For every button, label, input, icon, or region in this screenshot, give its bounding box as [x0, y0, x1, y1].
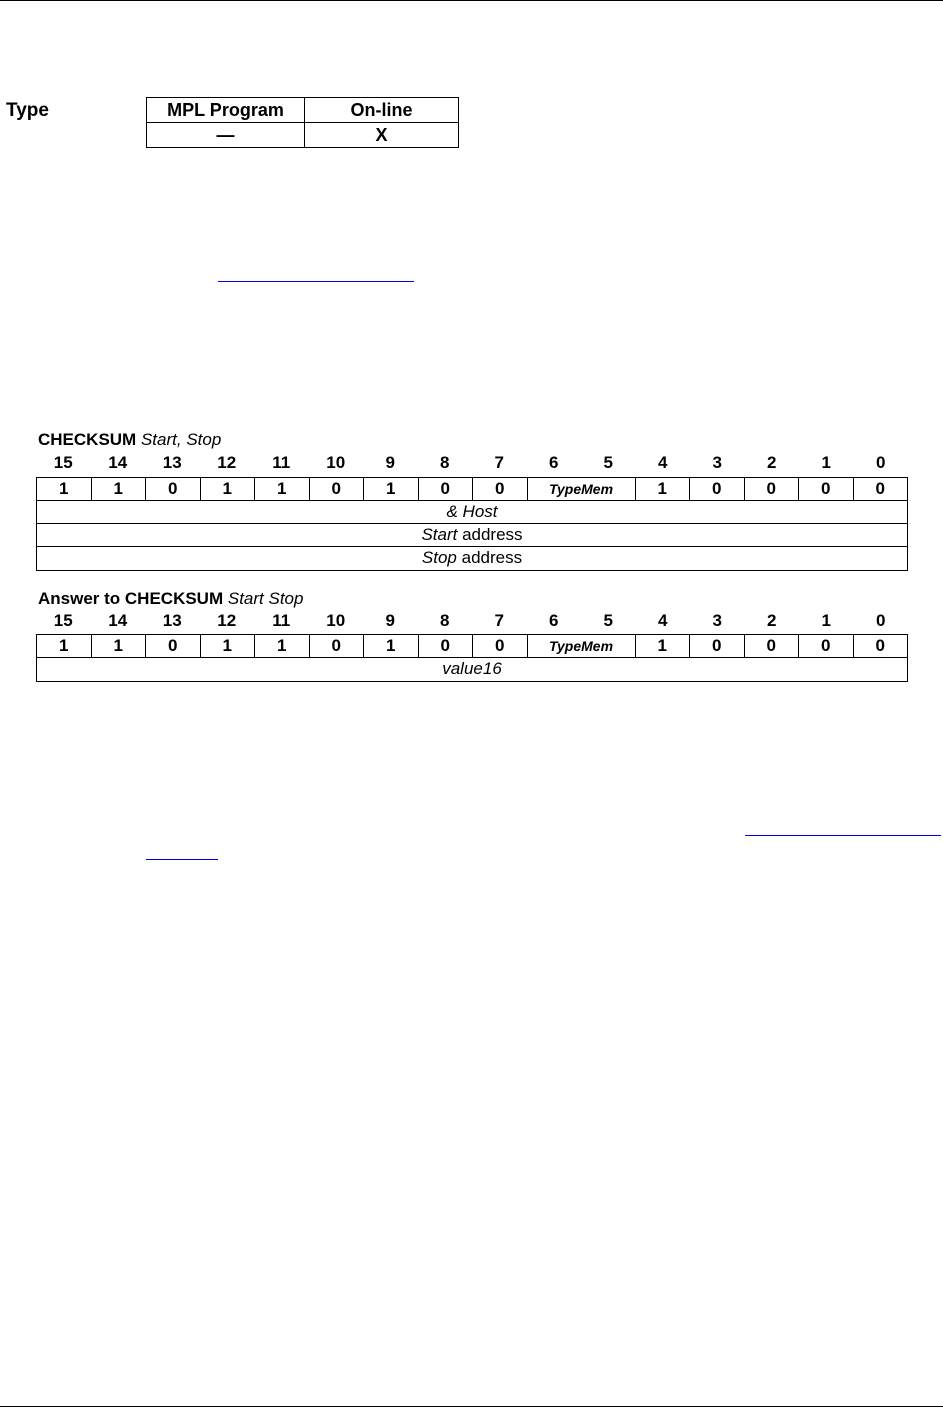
start-address-field — [37, 524, 907, 546]
bit-cell: 0 — [473, 478, 528, 500]
bit-number: 12 — [217, 453, 237, 472]
bit-cell: 0 — [799, 478, 854, 500]
command-caption — [38, 430, 221, 450]
bit-cell: 1 — [636, 635, 691, 657]
bit-cell: 0 — [745, 478, 800, 500]
bit-cell: 1 — [92, 478, 147, 500]
bit-cell: 0 — [310, 635, 365, 657]
bit-number: 5 — [603, 611, 613, 630]
bit-number: 15 — [53, 611, 73, 630]
bit-number: 9 — [385, 611, 395, 630]
value16-text: value16 — [442, 659, 502, 678]
bit-number: 10 — [326, 611, 346, 630]
command-word3 — [37, 524, 907, 547]
bit-number: 8 — [440, 453, 450, 472]
stop-address-rest: address — [456, 548, 523, 567]
bit-number: 5 — [603, 453, 613, 472]
bit-number: 13 — [162, 453, 182, 472]
top-rule — [0, 0, 943, 1]
bit-number: 10 — [326, 453, 346, 472]
typemem-cell: TypeMem — [528, 478, 636, 500]
answer-caption — [38, 589, 303, 609]
bit-cell: 1 — [37, 478, 92, 500]
answer-name: Answer to CHECKSUM — [38, 589, 224, 608]
bit-number: 13 — [162, 611, 182, 630]
typemem-cell: TypeMem — [528, 635, 636, 657]
bit-number: 2 — [767, 611, 777, 630]
hyperlink-underline-1[interactable] — [218, 281, 414, 282]
bit-cell: 1 — [636, 478, 691, 500]
command-word4 — [37, 547, 907, 570]
bit-number: 2 — [767, 453, 777, 472]
bit-number: 12 — [217, 611, 237, 630]
bit-cell: 0 — [690, 635, 745, 657]
bit-cell: 1 — [364, 478, 419, 500]
bit-cell: 0 — [473, 635, 528, 657]
type-value-mpl: — — [147, 123, 305, 148]
bit-number: 1 — [821, 611, 831, 630]
hyperlink-underline-2[interactable] — [745, 835, 941, 836]
bit-cell: 1 — [255, 635, 310, 657]
bit-number: 3 — [712, 611, 722, 630]
type-label: Type — [6, 100, 49, 121]
bit-cell: 1 — [201, 478, 256, 500]
bit-cell: 1 — [201, 635, 256, 657]
command-word1 — [37, 478, 907, 501]
start-address-rest: address — [457, 525, 523, 544]
bit-number: 7 — [494, 453, 504, 472]
bit-number: 15 — [53, 453, 73, 472]
bit-cell: 0 — [799, 635, 854, 657]
bit-cell: 1 — [92, 635, 147, 657]
bit-number: 4 — [658, 453, 668, 472]
answer-word1 — [37, 635, 907, 658]
bit-number: 0 — [876, 453, 886, 472]
command-bit-numbers — [36, 453, 908, 473]
type-value-online: X — [305, 123, 459, 148]
command-name: CHECKSUM — [38, 430, 137, 449]
answer-frame — [36, 634, 908, 682]
bit-cell: 0 — [690, 478, 745, 500]
host-field-text: & Host — [446, 502, 498, 521]
bit-number: 14 — [108, 611, 128, 630]
answer-bit-numbers — [36, 611, 908, 631]
bottom-rule — [0, 1406, 943, 1407]
type-header-mpl: MPL Program — [147, 98, 305, 123]
bit-number: 7 — [494, 611, 504, 630]
bit-number: 14 — [108, 453, 128, 472]
host-field — [37, 501, 907, 523]
bit-number: 11 — [272, 453, 291, 472]
answer-params: Start Stop — [227, 589, 304, 608]
answer-word2 — [37, 658, 907, 681]
bit-number: 6 — [549, 611, 559, 630]
bit-cell: 0 — [146, 478, 201, 500]
bit-number: 3 — [712, 453, 722, 472]
bit-number: 4 — [658, 611, 668, 630]
bit-cell: 1 — [364, 635, 419, 657]
bit-number: 8 — [440, 611, 450, 630]
type-table — [146, 97, 459, 148]
hyperlink-underline-3[interactable] — [146, 859, 218, 860]
bit-cell: 0 — [419, 635, 474, 657]
bit-cell: 1 — [255, 478, 310, 500]
command-params: Start, Stop — [140, 430, 222, 449]
command-frame — [36, 477, 908, 571]
stop-address-italic: Stop — [421, 548, 457, 567]
bit-cell: 0 — [875, 636, 885, 655]
bit-cell: 0 — [875, 479, 885, 498]
type-header-online: On-line — [305, 98, 459, 123]
stop-address-field — [37, 547, 907, 570]
bit-cell: 0 — [310, 478, 365, 500]
bit-number: 0 — [876, 611, 886, 630]
bit-number: 11 — [272, 611, 291, 630]
bit-cell: 0 — [419, 478, 474, 500]
bit-cell: 0 — [146, 635, 201, 657]
bit-number: 1 — [821, 453, 831, 472]
bit-number: 6 — [549, 453, 559, 472]
bit-number: 9 — [385, 453, 395, 472]
bit-cell: 0 — [745, 635, 800, 657]
bit-cell: 1 — [37, 635, 92, 657]
start-address-italic: Start — [421, 525, 458, 544]
command-word2 — [37, 501, 907, 524]
value16-field — [37, 658, 907, 681]
